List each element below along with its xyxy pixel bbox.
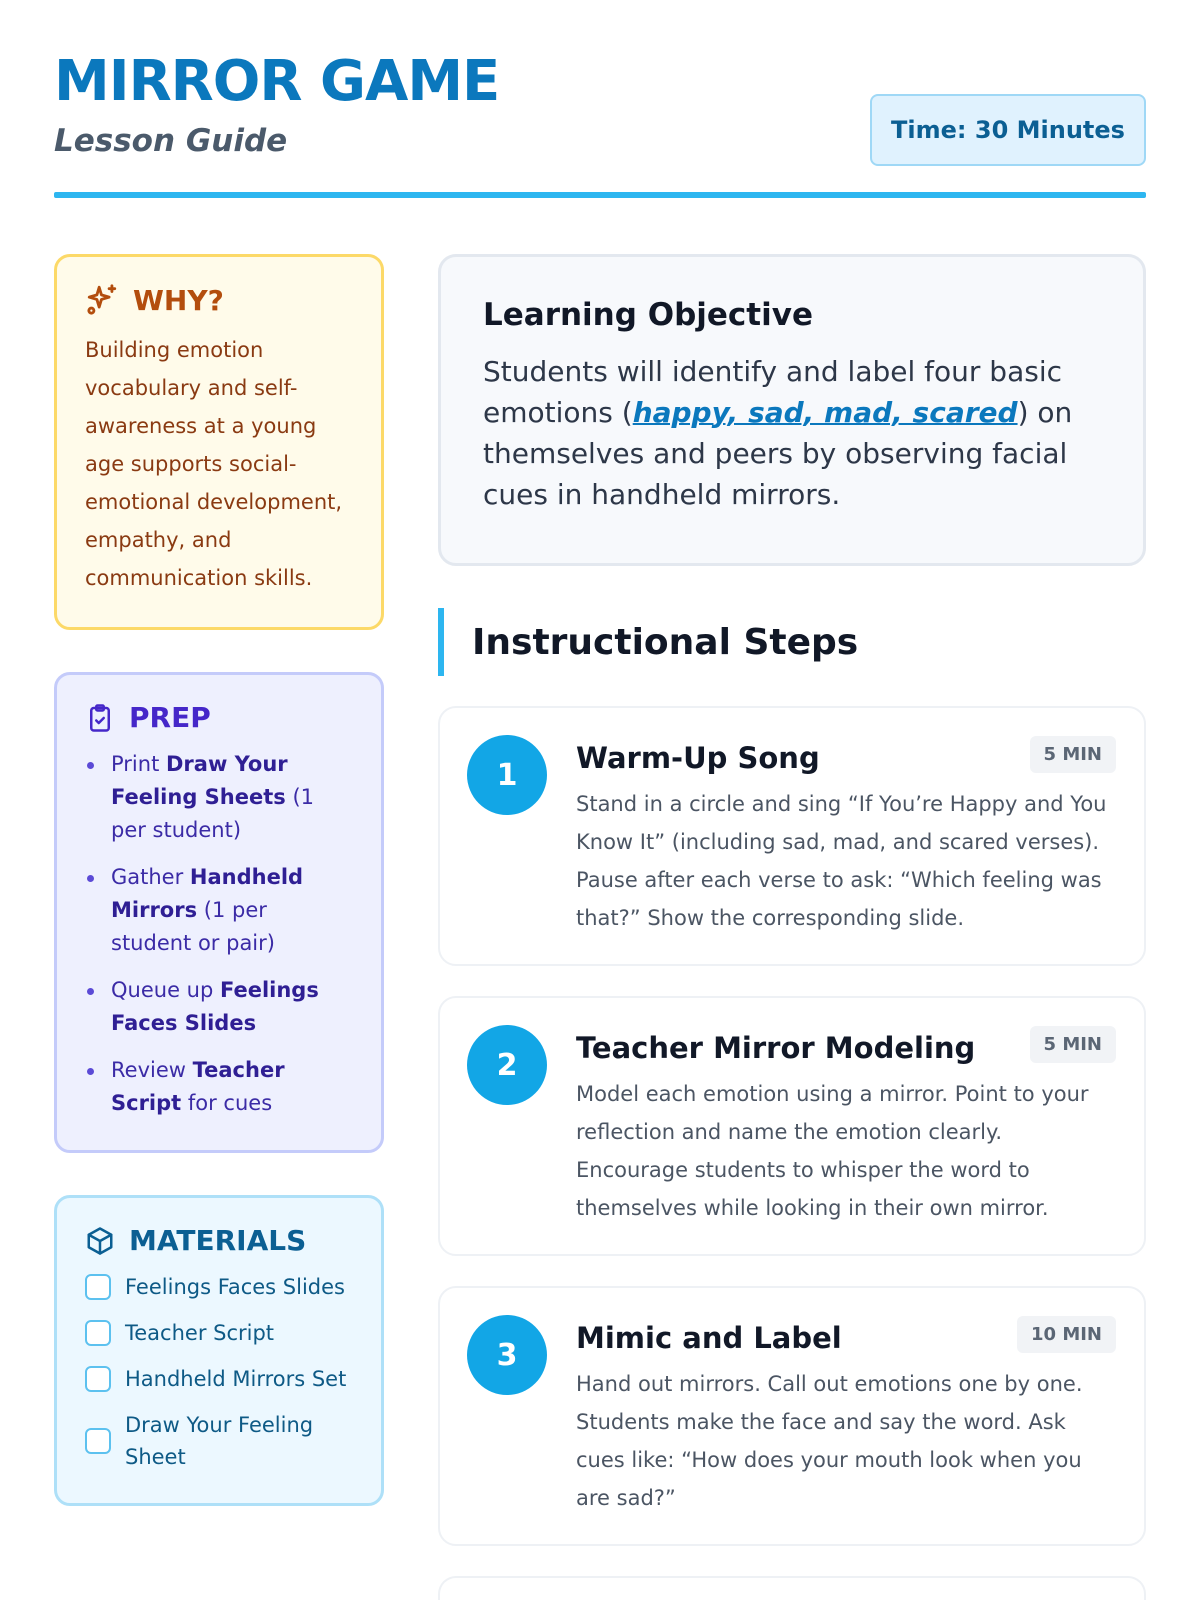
step-card	[438, 996, 1146, 1256]
material-label: Teacher Script	[125, 1321, 275, 1345]
prep-heading	[85, 701, 353, 734]
step-duration-badge: 5 MIN	[1030, 1026, 1116, 1063]
prep-item: Gather Handheld Mirrors (1 per student or pair)	[85, 861, 353, 960]
step-card	[438, 706, 1146, 966]
prep-item: Print Draw Your Feeling Sheets (1 per student)	[85, 748, 353, 847]
prep-heading-label: PREP	[129, 701, 211, 734]
sparkles-icon	[85, 283, 119, 317]
prep-list	[85, 748, 353, 1120]
step-description: Model each emotion using a mirror. Point to your reflection and name the emotion clearly. Encourage students to whisper the word to themselves while looking in their own mirror.	[576, 1082, 1089, 1220]
box-icon	[85, 1226, 115, 1256]
page-subtitle: Lesson Guide	[54, 123, 288, 159]
step-number: 2	[467, 1025, 547, 1105]
step-duration-badge: 10 MIN	[1017, 1316, 1116, 1353]
objective-text: Students will identify and label four basic emotions (happy, sad, mad, scared) on themselves and peers by observing facial cues in handheld mirrors.	[483, 355, 1073, 511]
sidebar	[54, 254, 384, 1548]
prep-card	[54, 672, 384, 1153]
why-text: Building emotion vocabulary and self-awareness at a young age supports social-emotional development, empathy, and communication skills.	[85, 338, 343, 590]
material-label: Feelings Faces Slides	[125, 1275, 345, 1299]
prep-item: Review Teacher Script for cues	[85, 1054, 353, 1120]
step-title: Warm-Up Song	[576, 741, 820, 775]
materials-heading	[85, 1224, 353, 1257]
material-item[interactable]	[85, 1271, 353, 1303]
materials-card	[54, 1195, 384, 1506]
objective-heading: Learning Objective	[483, 297, 813, 333]
step-number: 3	[467, 1315, 547, 1395]
step-card	[438, 1286, 1146, 1546]
step-description: Hand out mirrors. Call out emotions one by one. Students make the face and say the word. Ask cues like: “How does your mouth look when you are sad?”	[576, 1372, 1083, 1510]
objective-emotions: happy, sad, mad, scared	[632, 396, 1018, 429]
material-item[interactable]	[85, 1317, 353, 1349]
step-description: Stand in a circle and sing “If You’re Happy and You Know It” (including sad, mad, and scared verses). Pause after each verse to ask: “Which feeling was that?” Show the corresponding slide.	[576, 792, 1107, 930]
prep-item: Queue up Feelings Faces Slides	[85, 974, 353, 1040]
material-checkbox[interactable]	[85, 1428, 111, 1454]
material-item[interactable]	[85, 1363, 353, 1395]
material-checkbox[interactable]	[85, 1274, 111, 1300]
time-badge: Time: 30 Minutes	[870, 94, 1146, 166]
materials-heading-label: MATERIALS	[129, 1224, 307, 1257]
learning-objective-card	[438, 254, 1146, 566]
material-item[interactable]	[85, 1409, 353, 1473]
header-divider	[54, 192, 1146, 198]
why-heading-label: WHY?	[133, 283, 224, 317]
main-content	[438, 254, 1146, 1600]
material-label: Handheld Mirrors Set	[125, 1367, 347, 1391]
step-duration-badge: 5 MIN	[1030, 736, 1116, 773]
step-title: Teacher Mirror Modeling	[576, 1031, 976, 1065]
instructional-steps-heading: Instructional Steps	[438, 608, 1146, 676]
why-card	[54, 254, 384, 630]
material-checkbox[interactable]	[85, 1320, 111, 1346]
why-heading	[85, 283, 353, 317]
material-label: Draw Your Feeling Sheet	[125, 1413, 314, 1469]
step-number: 1	[467, 735, 547, 815]
header	[54, 0, 1146, 200]
page-title: MIRROR GAME	[54, 49, 500, 114]
step-card-partial	[438, 1576, 1146, 1600]
clipboard-check-icon	[85, 703, 115, 733]
step-title: Mimic and Label	[576, 1321, 842, 1355]
material-checkbox[interactable]	[85, 1366, 111, 1392]
